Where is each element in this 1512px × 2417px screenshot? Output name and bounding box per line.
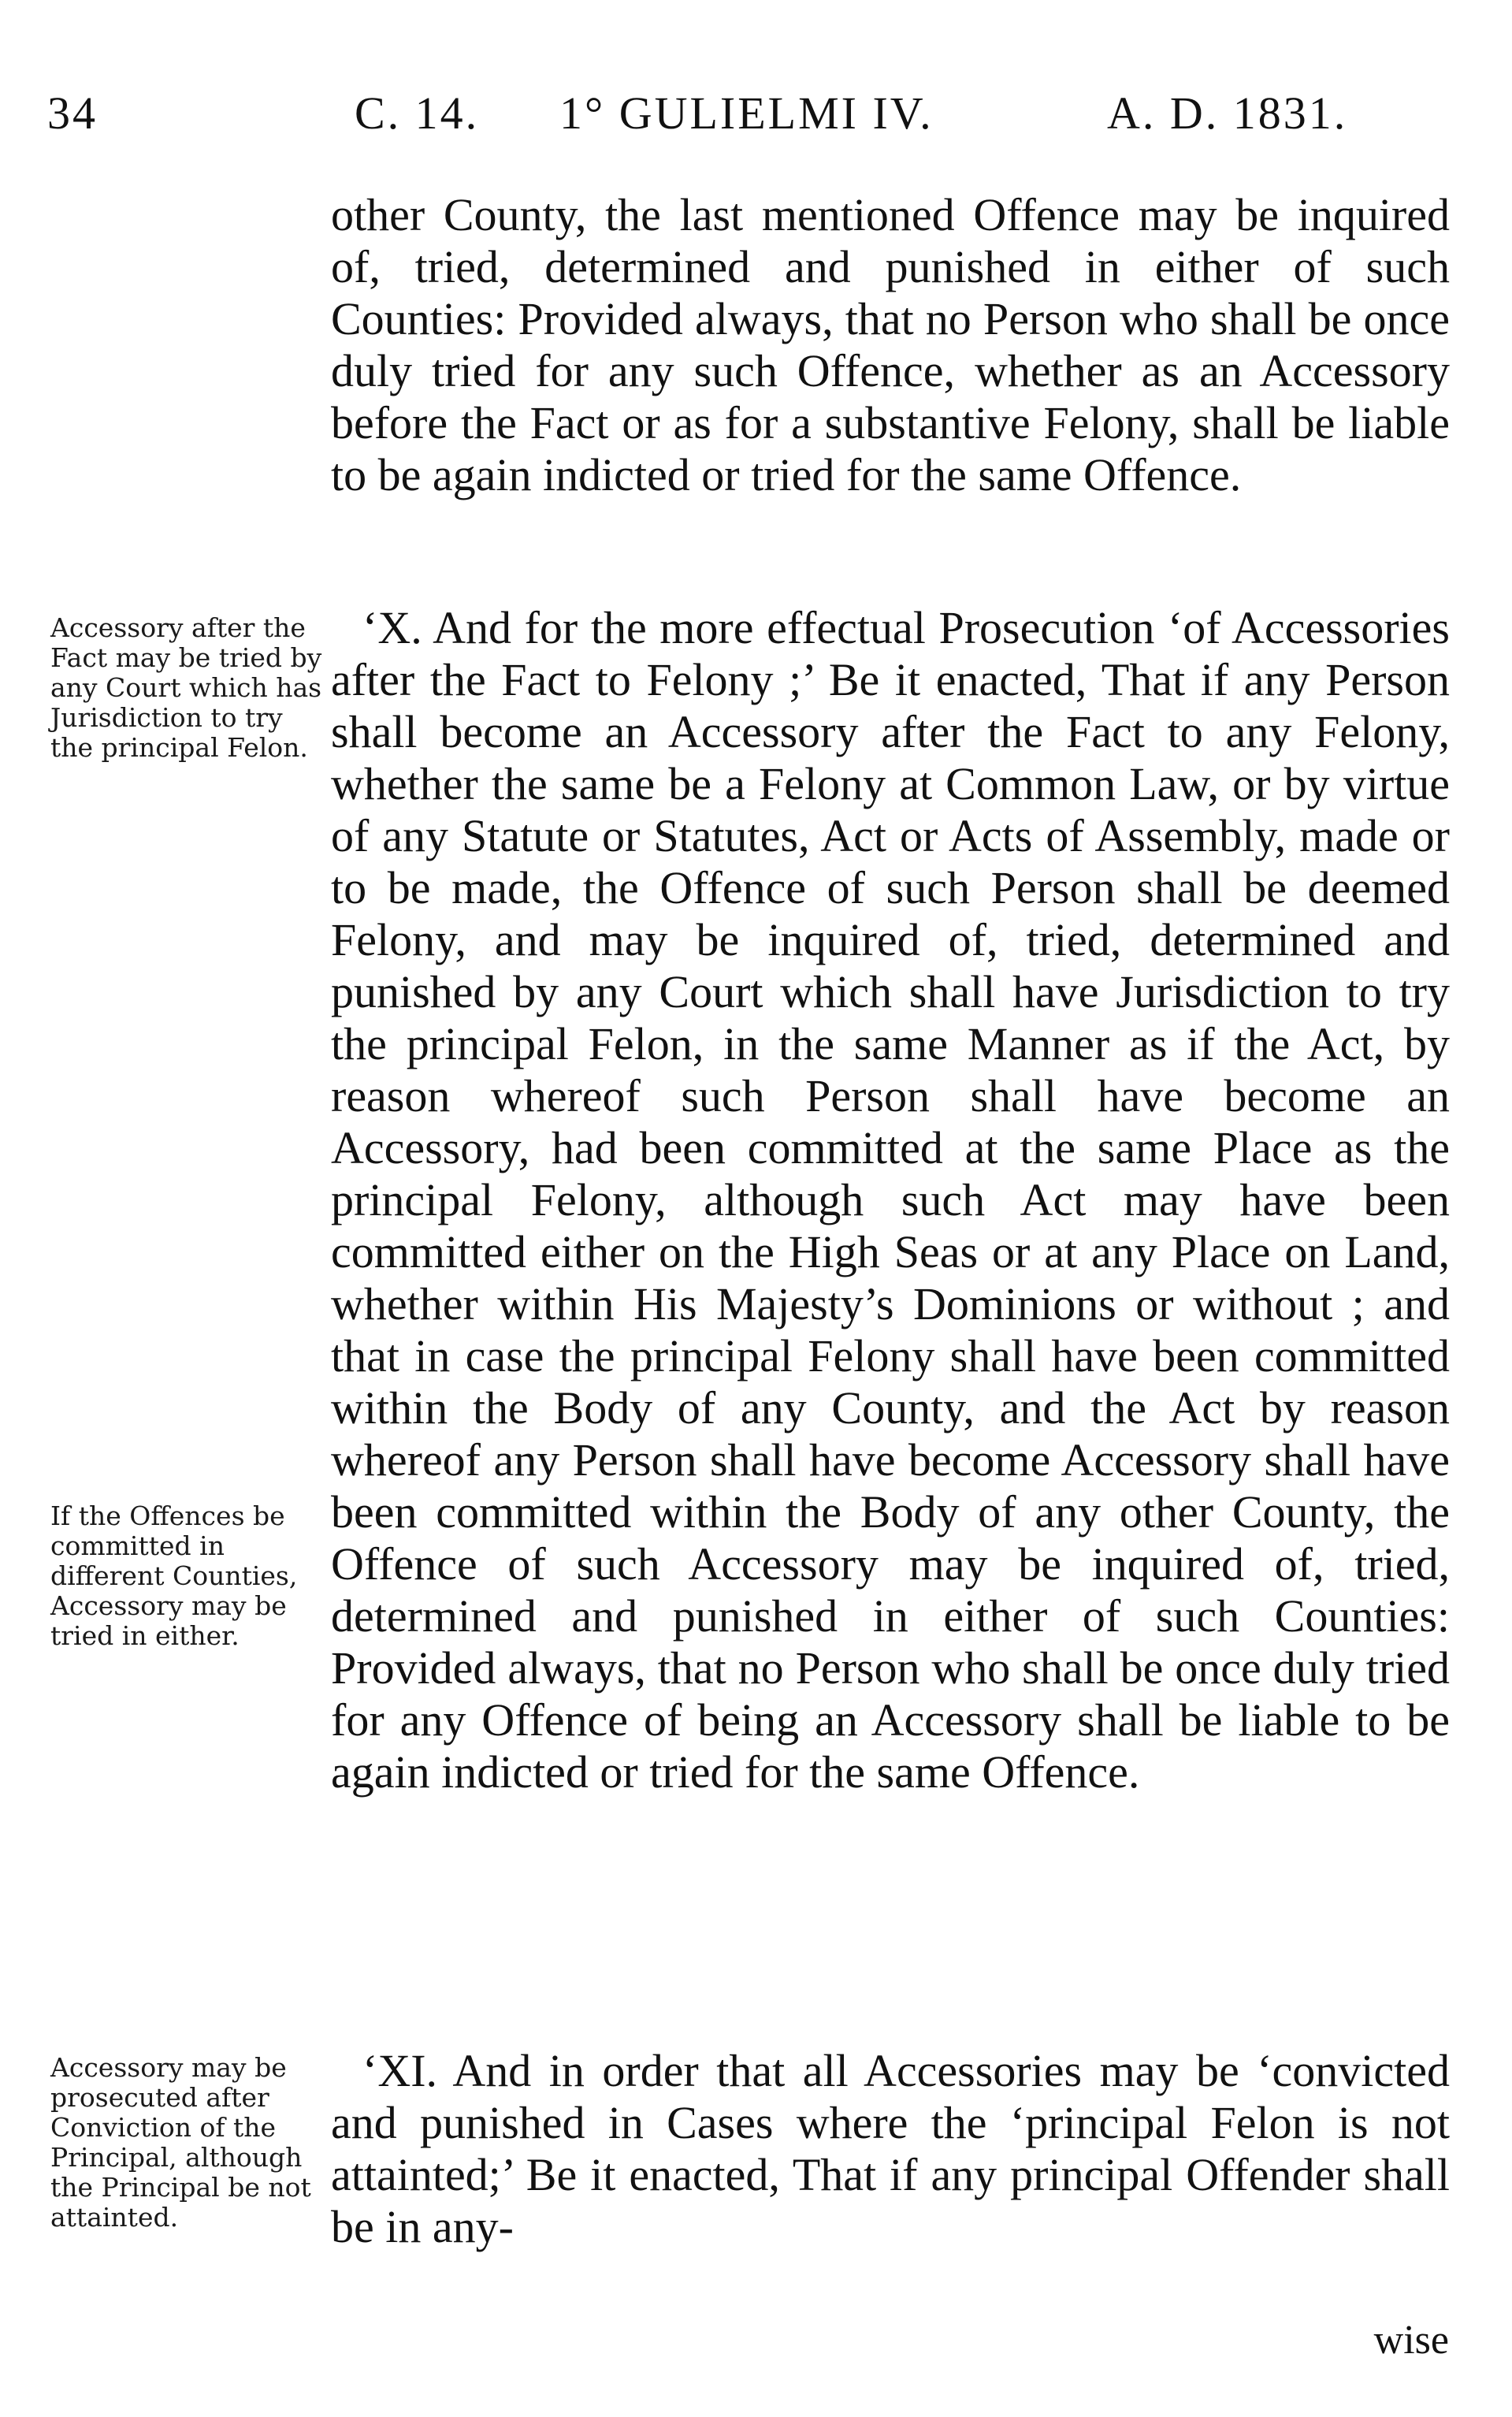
regnal-year: 1° GULIELMI IV. <box>559 87 934 139</box>
margin-note-different-counties: If the Offences be committed in different Counties, Accessory may be tried in either. <box>50 1500 298 1651</box>
section-xi-text: ‘XI. And in order that all Accessories may be ‘convicted and punished in Cases where the ‘principal Felon is not attainted;’ Be it enacted, That if any principal Offender shall be in any- <box>331 2045 1450 2252</box>
margin-note-prosecution-after-conviction: Accessory may be prosecuted after Conviction of the Principal, although the Principal be not attainted. <box>50 2052 311 2233</box>
running-head <box>47 87 1466 150</box>
section-x <box>331 602 1450 1798</box>
page-number: 34 <box>47 87 98 139</box>
chapter-number: C. 14. <box>355 87 480 139</box>
catchword: wise <box>1373 2318 1449 2363</box>
section-xi <box>331 2045 1450 2253</box>
margin-note-accessory-after-fact: Accessory after the Fact may be tried by any Court which has Jurisdiction to try the principal Felon. <box>50 612 322 763</box>
section-x-text: ‘X. And for the more effectual Prosecution ‘of Accessories after the Fact to Felony ;’ Be it enacted, That if any Person shall become an Accessory after the Fact to any Felony, whether the same be a Felony at Common Law, or by virtue of any Statute or Statutes, Act or Acts of Assembly, made or to be made, the Offence of such Person shall be deemed Felony, and may be inquired of, tried, determined and punished by any Court which shall have Jurisdiction to try the principal Felon, in the same Manner as if the Act, by reason whereof such Person shall have become an Accessory, had been committed at the same Place as the principal Felony, although such Act may have been committed either on the High Seas or at any Place on Land, whether within His Majesty’s Dominions or without ; and that in case the principal Felony shall have been committed within the Body of any County, and the Act by reason whereof any Person shall have become Accessory shall have been committed within the Body of any other County, the Offence of such Accessory may be inquired of, tried, determined and punished in either of such Counties: Provided always, that no Person who shall be once duly tried for any Offence of being an Accessory shall be liable to be again indicted or tried for the same Offence. <box>331 602 1450 1798</box>
paragraph-text: other County, the last mentioned Offence may be inquired of, tried, determined and punished in either of such Counties: Provided always, that no Person who shall be once duly tried for any such Offence, whether as an Accessory before the Fact or as for a substantive Felony, shall be liable to be again indicted or tried for the same Offence. <box>331 189 1450 500</box>
continuation-paragraph <box>331 189 1450 501</box>
anno-domini: A. D. 1831. <box>1107 87 1348 139</box>
